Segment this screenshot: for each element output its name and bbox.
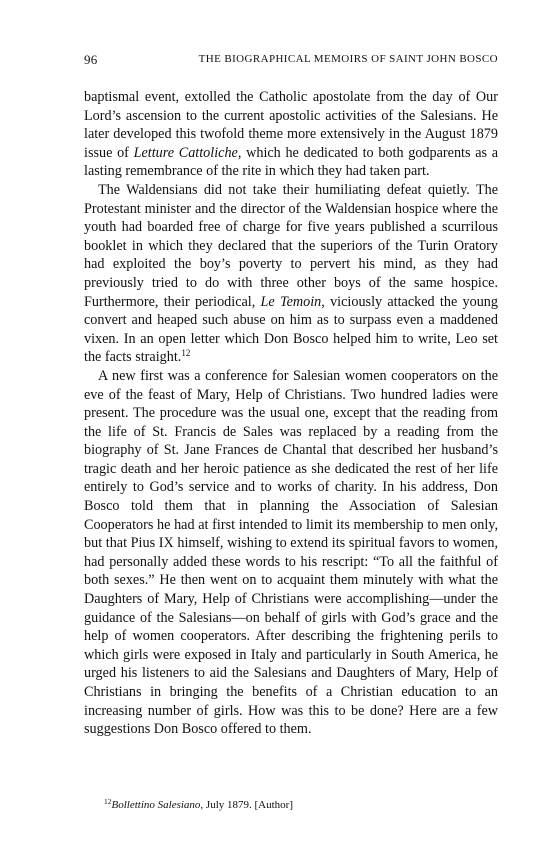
footnote-reference[interactable]: 12	[181, 348, 191, 359]
page-number: 96	[84, 52, 98, 67]
paragraph-1	[84, 88, 498, 181]
footnote	[104, 798, 498, 812]
paragraph-3: A new first was a conference for Salesian women cooperators on the eve of the feast of Mary, Help of Christians. Two hundred ladies were present. The procedure was the usual one, except that the reading from the life of St. Francis de Sales was replaced by a reading from the biography of St. Jane Frances de Chantal that described her husband’s tragic death and her heroic patience as she dedicated the rest of her life entirely to God’s service and to works of charity. In his address, Don Bosco told them that in planning the Association of Salesian Cooperators he had at first intended to limit its membership to men only, but that Pius IX himself, wishing to extend its spiritual favors to women, had personally added these words to his rescript: “To all the faithful of both sexes.” He then went on to acquaint them minutely with what the Daughters of Mary, Help of Christians were accomplishing—under the guidance of the Salesians—on behalf of girls with God’s grace and the help of women cooperators. After describing the frightening perils to which girls were exposed in Italy and particularly in South America, he urged his listeners to aid the Salesians and Daughters of Mary, Help of Christians in bringing the benefits of a Christian education to an increasing number of girls. How was this to be done? Here are a few suggestions Don Bosco offered to them.	[84, 367, 498, 738]
paragraph-2-text-b: , viciously attacked the young convert and heaped such abuse on him as to surpass even a maddened vixen. In an open letter which Don Bosco helped him to write, Leo set the facts straight.	[84, 293, 498, 366]
paragraph-1-text-b: , which he dedicated to both godparents as a lasting remembrance of the rite in which they had taken part.	[84, 144, 499, 180]
footnote-mark: 12	[104, 797, 112, 806]
footnote-source: Bollettino Salesiano	[111, 799, 201, 811]
footnote-text: , July 1879. [Author]	[200, 799, 293, 811]
running-head	[84, 52, 498, 70]
le-temoin-title: Le Temoin	[260, 293, 322, 310]
paragraph-2-text-a: The Waldensians did not take their humiliating defeat quietly. The Protestant minister and the director of the Waldensian hospice where the youth had boarded free of charge for five years published a scurrilous booklet in which they declared that the superiors of the Turin Oratory had exploited the boy’s poverty to pervert his mind, as they had previously tried to do with three other boys of the same hospice. Furthermore, their periodical,	[84, 181, 498, 310]
body-text	[84, 88, 498, 739]
running-title: THE BIOGRAPHICAL MEMOIRS OF SAINT JOHN BOSCO	[198, 53, 498, 65]
letture-cattoliche-title: Letture Cattoliche	[133, 144, 238, 161]
paragraph-2	[84, 181, 498, 367]
paragraph-1-text-a: baptismal event, extolled the Catholic apostolate from the day of Our Lord’s ascension to the current apostolic activities of the Salesians. He later developed this twofold theme more extensively in the August 1879 issue of	[84, 89, 498, 161]
